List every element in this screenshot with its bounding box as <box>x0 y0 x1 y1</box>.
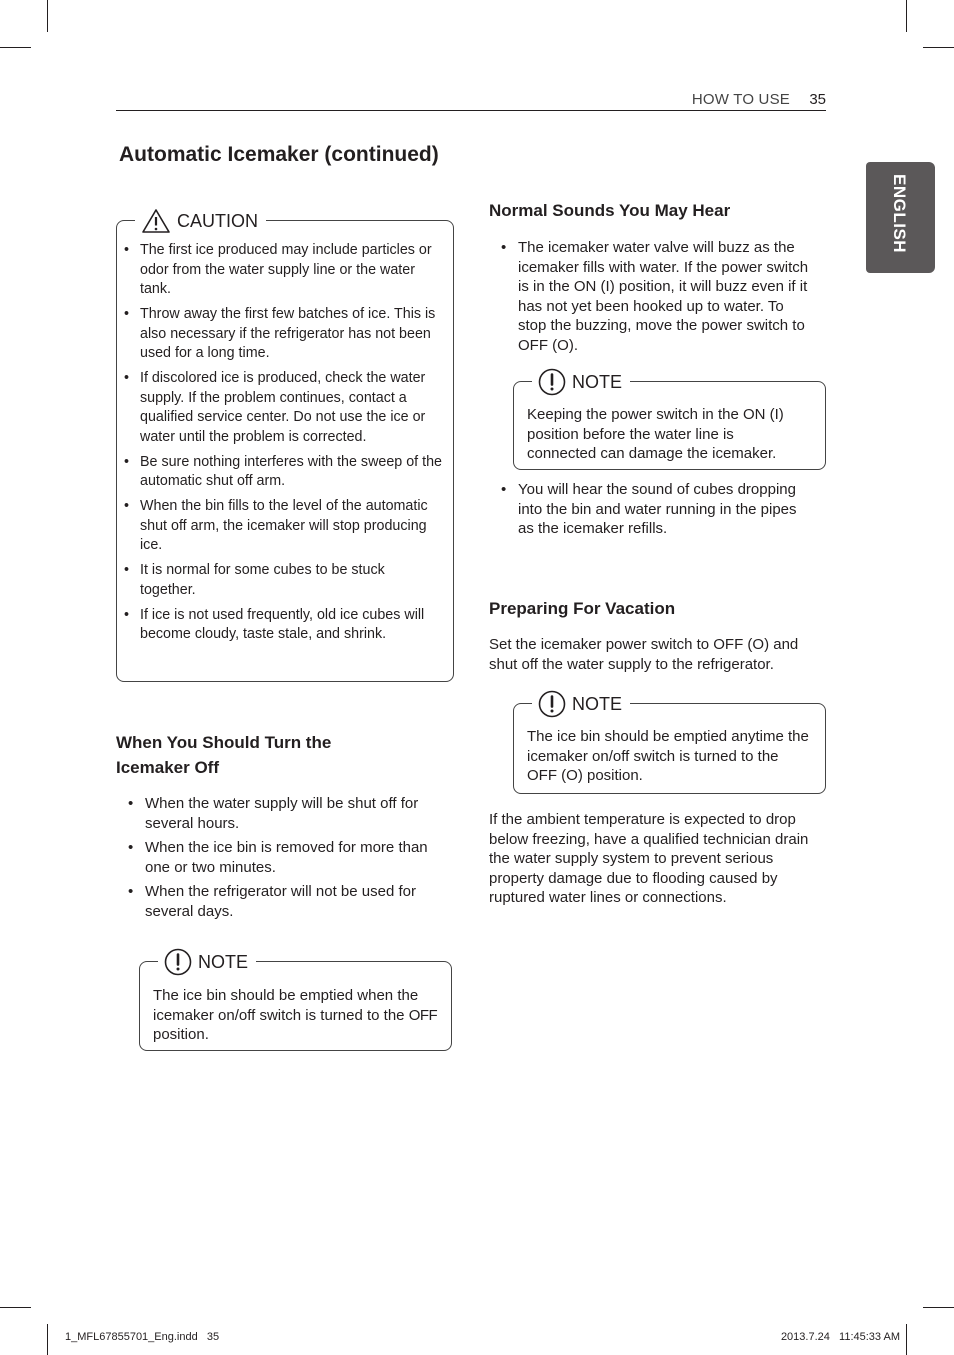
list-item: • When the water supply will be shut off for several hours. <box>128 794 428 833</box>
sounds-note-box <box>513 371 826 470</box>
caution-header <box>135 208 266 234</box>
crop-mark <box>0 47 31 48</box>
crop-mark <box>47 1324 48 1355</box>
crop-mark <box>0 1307 31 1308</box>
sounds-heading: Normal Sounds You May Hear <box>489 201 731 220</box>
exclamation-circle-icon <box>538 690 566 718</box>
crop-mark <box>47 0 48 32</box>
note-text: The ice bin should be emptied anytime the icemaker on/off switch is turned to the OFF (O) position. <box>527 728 809 784</box>
list-item: • When the refrigerator will not be used for several days. <box>128 882 428 921</box>
note-label: NOTE <box>572 371 623 392</box>
language-tab <box>866 162 935 273</box>
note-label: NOTE <box>572 693 623 714</box>
footer-timestamp: 2013.7.24 11:45:33 AM <box>780 1331 900 1343</box>
crop-mark <box>906 0 907 32</box>
exclamation-circle-icon <box>538 368 566 396</box>
exclamation-circle-icon <box>164 948 192 976</box>
note-label: NOTE <box>198 951 249 972</box>
vacation-text-1: Set the icemaker power switch to OFF (O) and shut off the water supply to the refrigerator. <box>489 636 799 673</box>
vacation-note-box <box>513 693 826 794</box>
page-title: Automatic Icemaker (continued) <box>119 143 439 166</box>
note-text-after: position. <box>153 1026 209 1043</box>
crop-mark <box>923 47 954 48</box>
note-text-off: OFF <box>408 1006 438 1024</box>
turn-off-note-box <box>139 951 452 1051</box>
list-item: • It is normal for some cubes to be stuck together. <box>124 561 444 600</box>
note-text <box>153 986 447 1045</box>
note-header <box>532 691 630 717</box>
running-header <box>116 88 826 111</box>
list-item: • When the ice bin is removed for more than one or two minutes. <box>128 838 428 877</box>
header-section: HOW TO USE <box>691 91 790 108</box>
list-item: • Be sure nothing interferes with the sweep of the automatic shut off arm. <box>124 453 444 492</box>
sounds-list-2 <box>501 480 801 544</box>
footer-file-info: 1_MFL67855701_Eng.indd 35 <box>65 1331 220 1343</box>
page-number: 35 <box>809 91 826 108</box>
note-header <box>158 949 256 975</box>
turn-off-list <box>128 794 428 926</box>
list-item: • When the bin fills to the level of the automatic shut off arm, the icemaker will stop producing ice. <box>124 497 444 556</box>
caution-box <box>116 210 454 682</box>
caution-label: CAUTION <box>177 210 258 231</box>
list-item: • The icemaker water valve will buzz as the icemaker fills with water. If the power switch is in the ON (I) position, it will buzz even if it has not yet been hooked up to water. To stop the buzzing, move the power switch to OFF (O). <box>501 238 811 355</box>
language-tab-label: ENGLISH <box>890 174 909 254</box>
vacation-text-2: If the ambient temperature is expected to drop below freezing, have a qualified technician drain the water supply system to prevent serious property damage due to flooding caused by ruptured water lines or connections. <box>489 811 809 906</box>
list-item: • The first ice produced may include particles or odor from the water supply line or the water tank. <box>124 241 444 300</box>
crop-mark <box>906 1324 907 1355</box>
note-text: Keeping the power switch in the ON (I) position before the water line is connected can damage the icemaker. <box>527 406 784 462</box>
list-item: • If ice is not used frequently, old ice cubes will become cloudy, taste stale, and shrink. <box>124 606 444 645</box>
note-header <box>532 369 630 395</box>
crop-mark <box>923 1307 954 1308</box>
sounds-list-1 <box>501 238 811 360</box>
list-item: • You will hear the sound of cubes dropping into the bin and water running in the pipes as the icemaker refills. <box>501 480 801 539</box>
vacation-heading: Preparing For Vacation <box>489 599 676 618</box>
list-item: • Throw away the first few batches of ice. This is also necessary if the refrigerator has not been used for a long time. <box>124 305 444 364</box>
warning-triangle-icon <box>141 208 171 234</box>
list-item: • If discolored ice is produced, check the water supply. If the problem continues, contact a qualified service center. Do not use the ice or water until the problem is corrected. <box>124 369 444 447</box>
note-text-before: The ice bin should be emptied when the icemaker on/off switch is turned to the <box>153 987 419 1024</box>
caution-list <box>124 241 444 650</box>
turn-off-heading: When You Should Turn the Icemaker Off <box>116 733 332 777</box>
